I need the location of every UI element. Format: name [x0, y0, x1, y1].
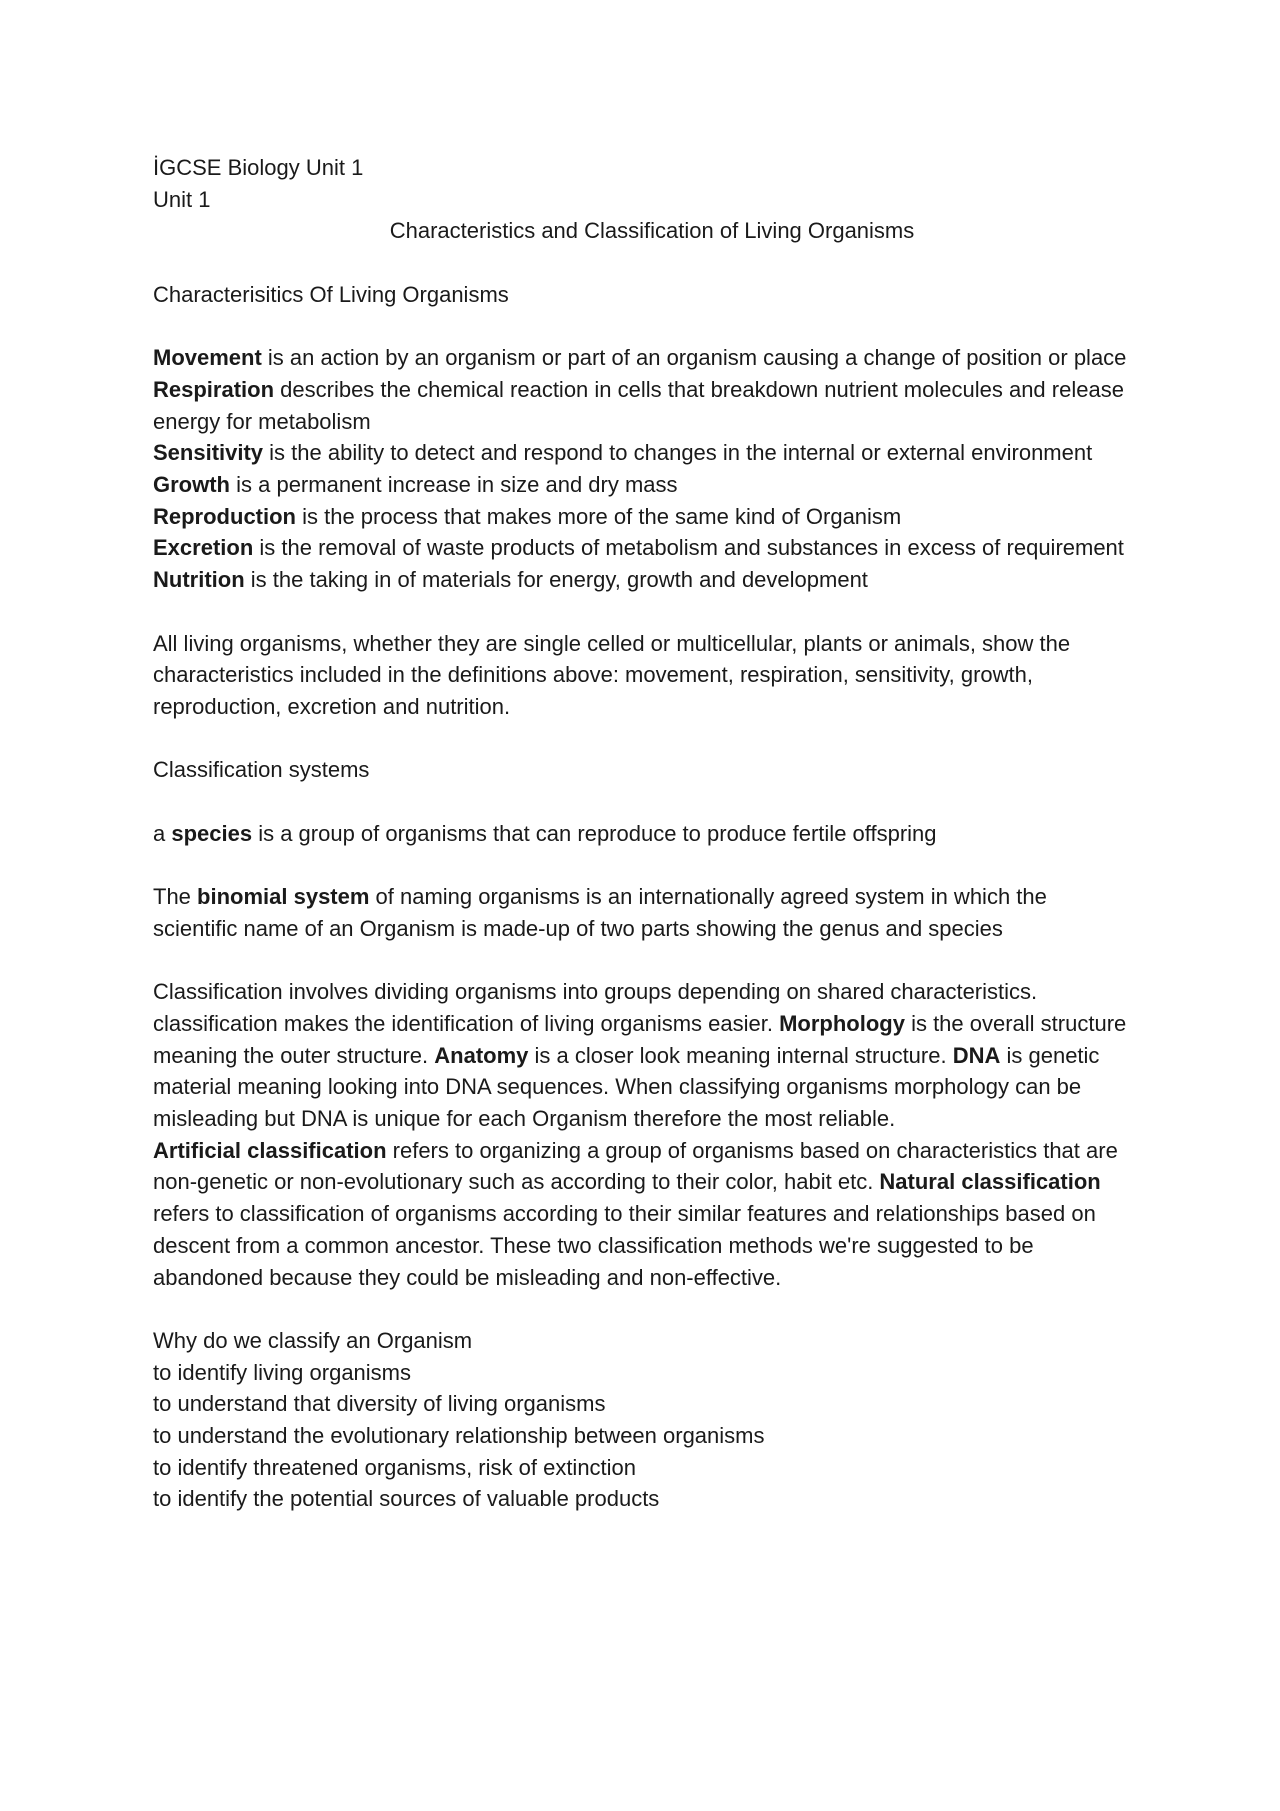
definition-text: is genetic material meaning looking into DNA sequences. When classifying organisms morphology can be misleading but DNA is unique for each Organism therefore the most reliable. — [153, 1042, 1100, 1131]
definition-growth — [153, 469, 1133, 501]
prefix: a — [153, 820, 172, 846]
term: Artificial classification — [153, 1137, 387, 1163]
term: Growth — [153, 472, 230, 497]
page-title: Characteristics and Classification of Living Organisms — [389, 218, 915, 244]
term: Nutrition — [153, 567, 245, 593]
definition-text: refers to classification of organisms according to their similar features and relationships based on descent from a common ancestor. These two classification methods we're suggested to be abandoned because they could be misleading and non-effective. — [153, 1201, 1096, 1290]
term: Anatomy — [434, 1042, 529, 1068]
list-item: to identify living organisms — [153, 1359, 412, 1385]
term: Reproduction — [153, 503, 296, 529]
definition-respiration — [153, 374, 1133, 437]
prefix: The — [153, 884, 198, 910]
term: Sensitivity — [153, 440, 264, 466]
term: Movement — [153, 345, 262, 371]
species-definition — [153, 818, 1133, 850]
term: Respiration — [153, 376, 275, 402]
definition-text: is a permanent increase in size and dry mass — [230, 472, 678, 497]
definition-text: is a group of organisms that can reproduce to produce fertile offspring — [252, 820, 937, 846]
term: Excretion — [153, 535, 254, 561]
definition-text: refers to organizing a group of organisms based on characteristics that are non-genetic or non-evolutionary such as according to their color, habit etc. — [153, 1137, 1118, 1195]
definition-excretion — [153, 532, 1133, 564]
why-classify-heading: Why do we classify an Organism — [153, 1327, 473, 1353]
binomial-definition — [153, 881, 1133, 944]
definition-text: is the overall structure meaning the outer structure. — [153, 1010, 1127, 1068]
list-item: to understand the evolutionary relationship between organisms — [153, 1423, 765, 1448]
artificial-natural-paragraph — [153, 1135, 1133, 1294]
term: Morphology — [779, 1010, 905, 1036]
section-heading-classification: Classification systems — [153, 757, 370, 783]
term: species — [171, 820, 253, 846]
definition-text: is a closer look meaning internal structure. — [528, 1042, 953, 1068]
definition-text: is the process that makes more of the same kind of Organism — [296, 503, 902, 529]
unit-label: Unit 1 — [153, 186, 211, 212]
definition-text: is the taking in of materials for energy, growth and development — [244, 567, 868, 593]
definition-text: is the ability to detect and respond to changes in the internal or external environment — [263, 440, 1093, 466]
definition-text: is an action by an organism or part of an organism causing a change of position or place — [261, 345, 1127, 371]
term: Natural classification — [879, 1169, 1101, 1195]
section-heading-characteristics: Characterisitics Of Living Organisms — [153, 281, 509, 307]
definition-reproduction — [153, 501, 1133, 533]
list-item: to identify the potential sources of valuable products — [153, 1486, 660, 1512]
definition-movement — [153, 342, 1133, 374]
list-item: to identify threatened organisms, risk of extinction — [153, 1454, 637, 1480]
term: DNA — [952, 1042, 1001, 1068]
doc-header: İGCSE Biology Unit 1 — [153, 155, 364, 180]
intro-text: Classification involves dividing organisms into groups depending on shared characteristics. classification makes the identification of living organisms easier. — [153, 979, 1038, 1036]
document-page — [153, 152, 1133, 1515]
term: binomial system — [197, 884, 370, 910]
classification-paragraph — [153, 976, 1133, 1135]
definition-text: is the removal of waste products of metabolism and substances in excess of requirement — [253, 535, 1124, 561]
definition-text: of naming organisms is an internationally agreed system in which the scientific name of an Organism is made-up of two parts showing the genus and species — [153, 884, 1047, 941]
all-living-paragraph: All living organisms, whether they are single celled or multicellular, plants or animals, show the characteristics included in the definitions above: movement, respiration, sensitivity, growth, reproduction, excretion and nutrition. — [153, 630, 1071, 719]
definition-nutrition — [153, 564, 1133, 596]
definition-text: describes the chemical reaction in cells that breakdown nutrient molecules and release energy for metabolism — [153, 376, 1124, 434]
definition-sensitivity — [153, 437, 1133, 469]
list-item: to understand that diversity of living organisms — [153, 1391, 606, 1417]
